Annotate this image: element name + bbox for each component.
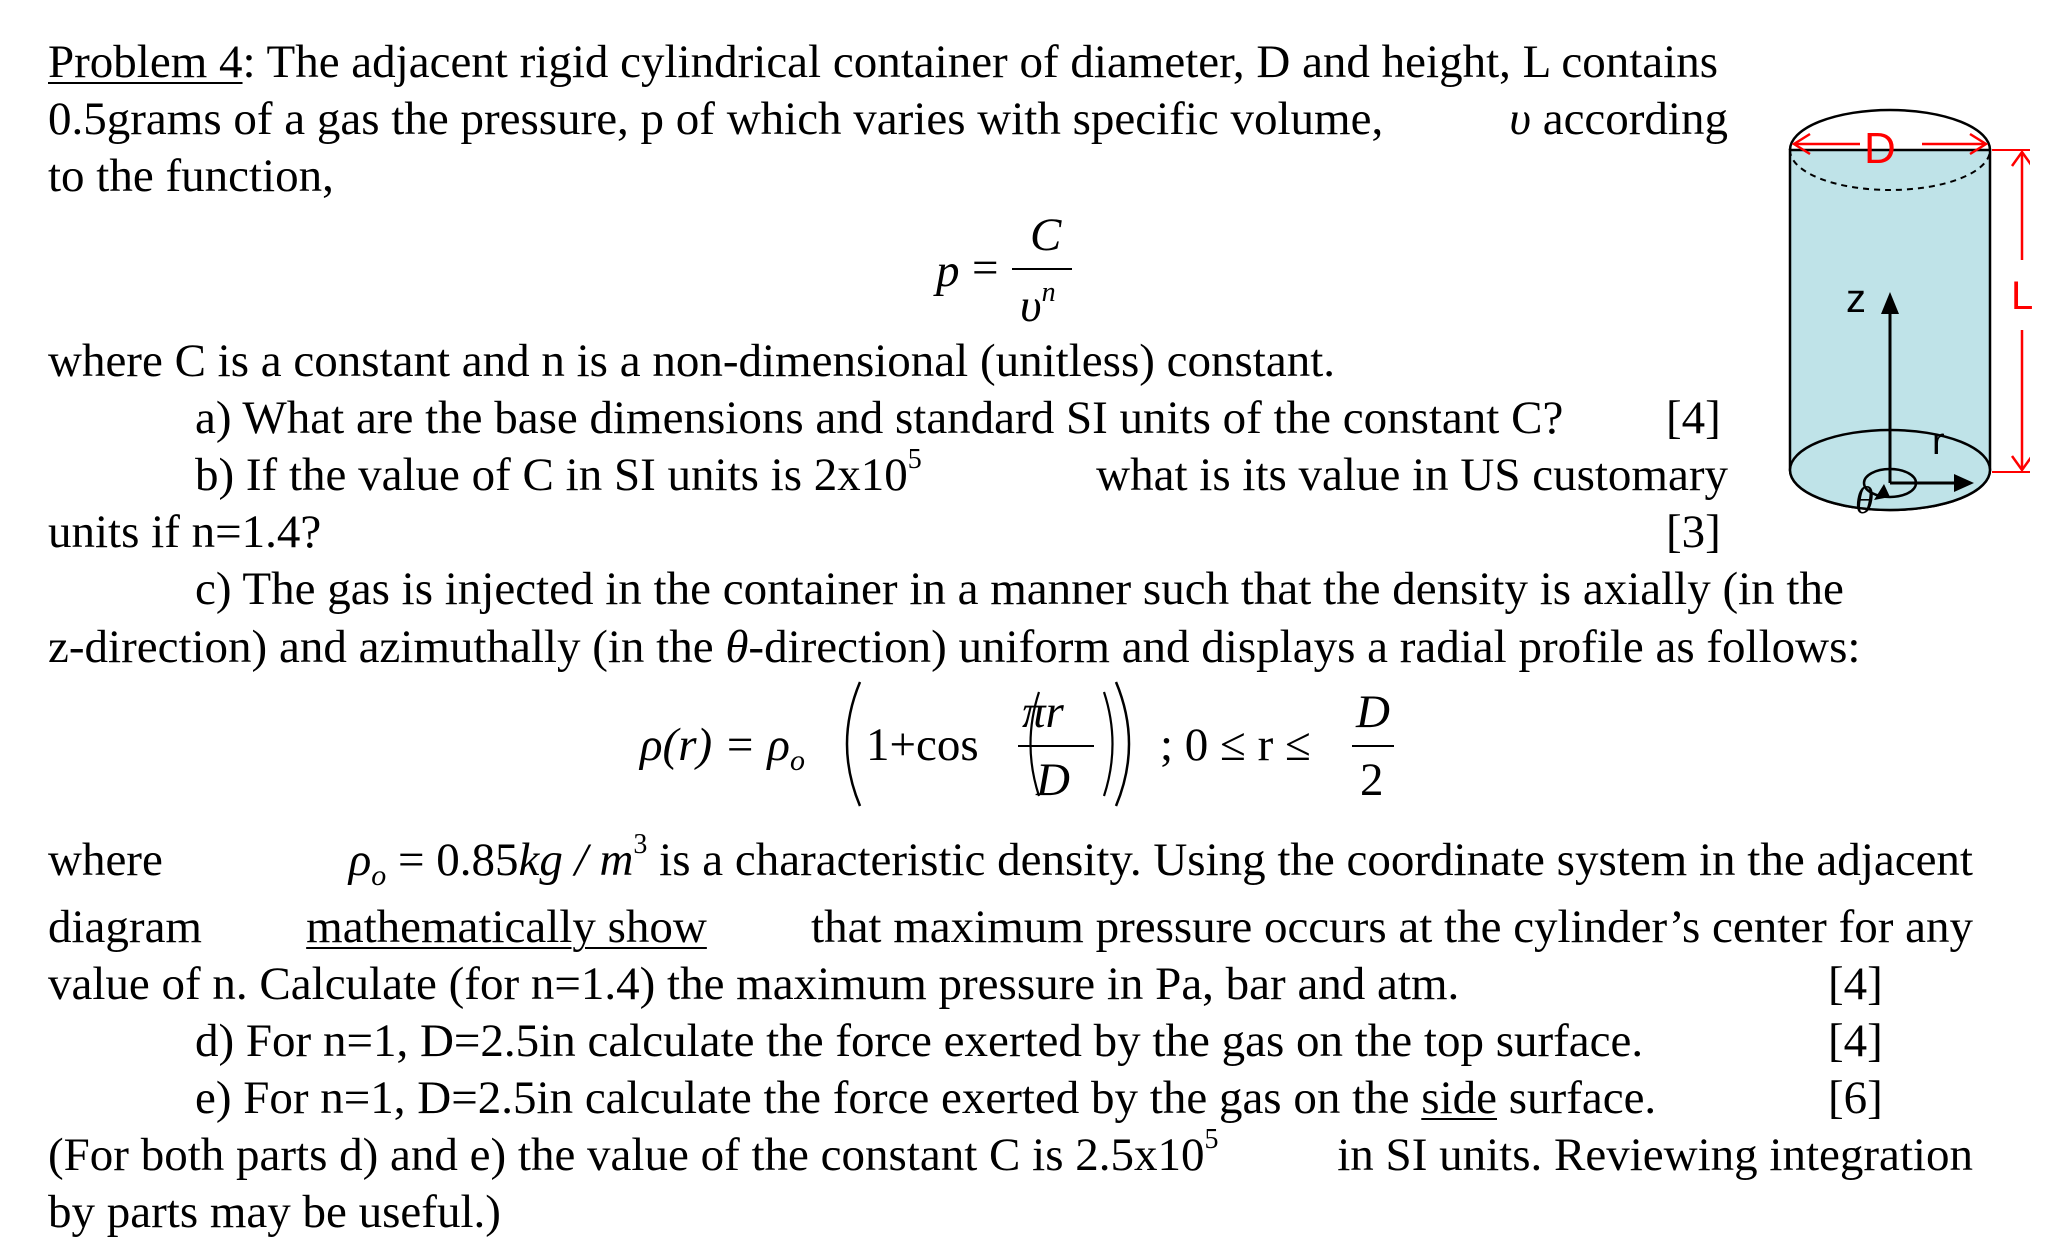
part-c-line-2: z-direction) and azimuthally (in the θ-direction) uniform and displays a radial profile as follows: <box>48 621 1861 673</box>
label-r: r <box>1932 421 1945 463</box>
eq1-equals: = <box>972 242 999 294</box>
eq2-frac-bar <box>1018 745 1094 747</box>
part-a-text: a) What are the base dimensions and standard SI units of the constant C? <box>195 392 1564 444</box>
label-D: D <box>1864 124 1896 173</box>
rho-line: where $\rho_o = 0.85kg / m^3$ is a characteristic density. Using the coordinate system in the adjacent <box>48 829 1973 892</box>
eq1-fraction-bar <box>1012 268 1072 270</box>
side-underlined: side <box>1421 1072 1497 1124</box>
part-b-text-1: b) If the value of C in SI units is 2x10 <box>195 449 908 501</box>
problem-line-1 <box>48 34 1718 90</box>
eq1-denominator: $\upsilon^n$ <box>1020 277 1056 332</box>
label-z: z <box>1846 277 1866 321</box>
part-b-exponent: 5 <box>907 444 922 475</box>
calc-line: value of n. Calculate (for n=1.4) the maximum pressure in Pa, bar and atm. <box>48 958 1460 1010</box>
where-constants-line: where C is a constant and n is a non-dimensional (unitless) constant. <box>48 335 1336 387</box>
part-d-marks: [4] <box>1828 1015 1883 1067</box>
rho-symbol: ρ <box>348 834 372 886</box>
eq2-cond-bar <box>1352 745 1394 747</box>
eq1-numerator: C <box>1030 209 1062 261</box>
label-theta: θ <box>1855 480 1874 522</box>
note-line-2: by parts may be useful.) <box>48 1186 501 1238</box>
part-a-marks: [4] <box>1666 392 1721 444</box>
problem-line-2 <box>48 91 1728 147</box>
problem-label: Problem 4 <box>48 36 243 88</box>
problem-intro-2-end: according <box>1542 93 1728 145</box>
problem-intro-2: 0.5grams of a gas the pressure, p of which varies with specific volume, <box>48 93 1384 145</box>
problem-line-3: to the function, <box>48 150 334 202</box>
eq2-body: 1+cos <box>866 719 979 771</box>
eq2-lhs: $\rho(r) = \rho_o$ <box>640 719 805 777</box>
part-d-text: d) For n=1, D=2.5in calculate the force exerted by the gas on the top surface. <box>195 1015 1644 1067</box>
eq2-cond-num: D <box>1356 686 1390 738</box>
eq2-condition: ; 0 ≤ r ≤ <box>1160 719 1311 771</box>
problem-intro-1: : The adjacent rigid cylindrical container of diameter, D and height, L contains <box>242 36 1719 88</box>
part-b-line <box>195 444 1728 510</box>
eq2-frac-den: D <box>1036 754 1070 806</box>
eq2-cond-den: 2 <box>1360 754 1384 806</box>
eq1-lhs: p <box>936 245 960 297</box>
part-e-marks: [6] <box>1828 1072 1883 1124</box>
cylinder-diagram <box>1770 100 2030 540</box>
label-L: L <box>2011 274 2034 318</box>
note-line-1: (For both parts d) and e) the value of the constant C is $2.5x10^5$ in SI units. Reviewing integration <box>48 1124 1973 1181</box>
part-e-text: e) For n=1, D=2.5in calculate the force exerted by the gas on the side surface. <box>195 1072 1657 1124</box>
part-b-marks: [3] <box>1666 506 1721 558</box>
show-line: diagram mathematically show that maximum pressure occurs at the cylinder’s center for any <box>48 901 1973 953</box>
part-b-text-3: units if n=1.4? <box>48 506 322 558</box>
calc-marks: [4] <box>1828 958 1883 1010</box>
eq2-frac-num: πr <box>1022 686 1064 738</box>
specific-volume-symbol: υ <box>1509 93 1531 145</box>
theta-symbol-inline: θ <box>725 621 749 673</box>
part-b-text-2: what is its value in US customary <box>1096 449 1728 501</box>
mathematically-show-underlined: mathematically show <box>306 901 707 953</box>
part-c-line-1: c) The gas is injected in the container in a manner such that the density is axially (in the <box>195 563 1844 615</box>
